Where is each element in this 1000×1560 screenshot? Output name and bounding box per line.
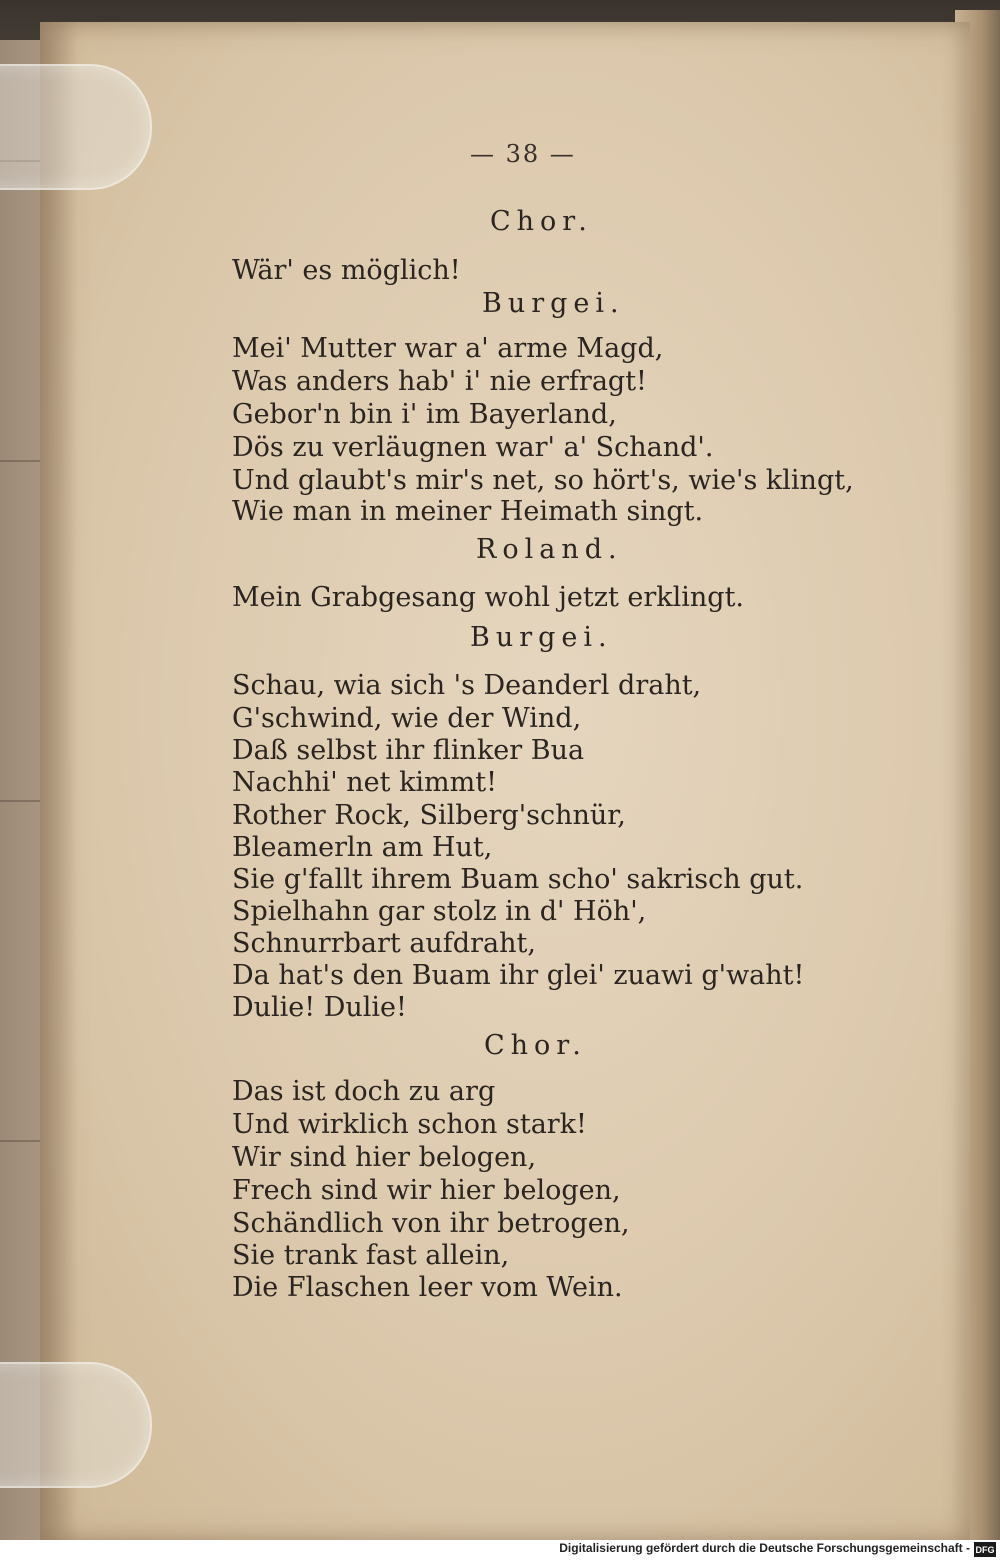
verse-line: G'schwind, wie der Wind, <box>232 703 582 734</box>
verse-line: Dulie! Dulie! <box>232 992 407 1023</box>
verse-line: Nachhi' net kimmt! <box>232 767 497 798</box>
verse-line: Rother Rock, Silberg'schnür, <box>232 800 626 831</box>
verse-line: Schändlich von ihr betrogen, <box>232 1208 630 1239</box>
verse-line: Mei' Mutter war a' arme Magd, <box>232 333 664 364</box>
verse-line: Schnurrbart aufdraht, <box>232 928 536 959</box>
speaker-heading: Chor. <box>490 206 593 237</box>
digitization-credit: Digitalisierung gefördert durch die Deutsche Forschungsgemeinschaft - <box>559 1541 970 1555</box>
verse-line: Bleamerln am Hut, <box>232 832 493 863</box>
verse-line: Wir sind hier belogen, <box>232 1142 537 1173</box>
verse-line: Die Flaschen leer vom Wein. <box>232 1272 623 1303</box>
speaker-heading: Chor. <box>484 1030 587 1061</box>
verse-line: Spielhahn gar stolz in d' Höh', <box>232 896 647 927</box>
verse-line: Gebor'n bin i' im Bayerland, <box>232 399 617 430</box>
speaker-heading: Burgei. <box>482 288 625 319</box>
verse-line: Sie g'fallt ihrem Buam scho' sakrisch gut. <box>232 864 804 895</box>
book-page <box>40 22 970 1542</box>
dfg-logo: DFG <box>974 1542 996 1557</box>
verse-line: Mein Grabgesang wohl jetzt erklingt. <box>232 582 745 613</box>
verse-line: Sie trank fast allein, <box>232 1240 510 1271</box>
page-gutter-shadow <box>40 22 78 1542</box>
verse-line: Dös zu verläugnen war' a' Schand'. <box>232 432 714 463</box>
book-clamp-bottom <box>0 1362 152 1488</box>
verse-line: Das ist doch zu arg <box>232 1076 496 1107</box>
verse-line: Und glaubt's mir's net, so hört's, wie's klingt, <box>232 465 854 496</box>
page-number: — 38 — <box>470 140 576 168</box>
verse-line: Wär' es möglich! <box>232 255 461 286</box>
speaker-heading: Burgei. <box>470 622 613 653</box>
book-clamp-top <box>0 64 152 190</box>
speaker-heading: Roland. <box>476 534 623 565</box>
verse-line: Da hat's den Buam ihr glei' zuawi g'waht! <box>232 960 805 991</box>
verse-line: Daß selbst ihr flinker Bua <box>232 735 585 766</box>
verse-line: Schau, wia sich 's Deanderl draht, <box>232 670 702 701</box>
verse-line: Frech sind wir hier belogen, <box>232 1175 621 1206</box>
verse-line: Wie man in meiner Heimath singt. <box>232 496 704 527</box>
verse-line: Was anders hab' i' nie erfragt! <box>232 366 647 397</box>
verse-line: Und wirklich schon stark! <box>232 1109 587 1140</box>
